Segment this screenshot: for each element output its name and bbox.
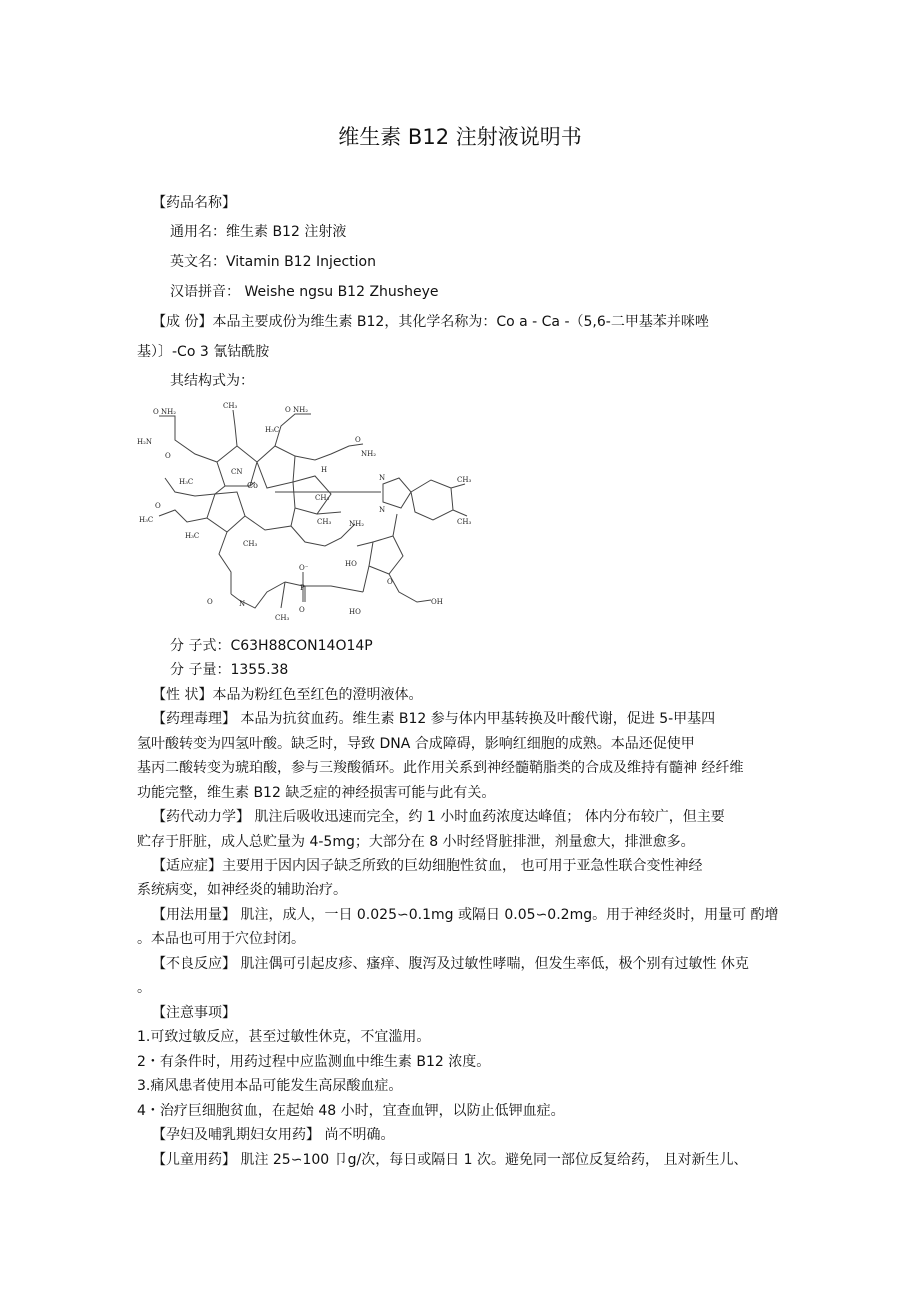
pharmacology-line-3: 基丙二酸转变为琥珀酸，参与三羧酸循环。此作用关系到神经髓鞘脂类的合成及维持有髓神 经纤维 xyxy=(137,760,744,776)
dosage-line-2: 。本品也可用于穴位封闭。 xyxy=(137,931,305,947)
indications-line-1: 【适应症】主要用于因内因子缺乏所致的巨幼细胞性贫血， 也可用于亚急性联合变性神经 xyxy=(152,858,703,874)
pharmacokinetics-line-2: 贮存于肝脏，成人总贮量为 4-5mg；大部分在 8 小时经肾脏排泄，剂量愈大，排泄愈多。 xyxy=(137,834,695,850)
atom-label-h2n: H₂N xyxy=(137,438,153,446)
benzene-ring xyxy=(411,480,453,520)
atom-label-nh2-bottom: NH₂ xyxy=(349,520,365,528)
atom-label-ch3-c: CH₃ xyxy=(315,494,330,502)
atom-label-o-sugar: O xyxy=(387,578,393,586)
atom-label-o-amide: O xyxy=(207,598,213,606)
corrin-ring-d xyxy=(207,492,245,532)
pharmacology-line-4: 功能完整，维生素 B12 缺乏症的神经损害可能与此有关。 xyxy=(137,785,496,801)
atom-label-ch3-benz-2: CH₃ xyxy=(457,518,472,526)
molecular-weight: 分 子量：1355.38 xyxy=(170,662,289,678)
atom-label-conh2-top: O NH₂ xyxy=(153,408,176,416)
structural-formula-diagram xyxy=(135,396,475,624)
ribose-ring xyxy=(369,536,403,574)
pregnancy-lactation: 【孕妇及哺乳期妇女用药】 尚不明确。 xyxy=(152,1127,395,1143)
atom-label-h3c-d: H₃C xyxy=(185,532,200,540)
atom-label-ho: HO xyxy=(345,560,357,568)
atom-label-ch3-amide: CH₃ xyxy=(275,614,290,622)
atom-label-ch3-d: H₃C xyxy=(139,516,154,524)
drug-name-heading: 【药品名称】 xyxy=(152,195,236,211)
atom-label-h3c: H₃C xyxy=(265,426,280,434)
precaution-item-3: 3.痛风患者使用本品可能发生高尿酸血症。 xyxy=(137,1078,403,1094)
properties: 【性 状】本品为粉红色至红色的澄明液体。 xyxy=(152,687,423,703)
adverse-reactions-line-1: 【不良反应】 肌注偶可引起皮疹、瘙痒、腹泻及过敏性哮喘，但发生率低，极个别有过敏性 休克 xyxy=(152,956,749,972)
atom-label-conh2-right: O NH₂ xyxy=(285,406,308,414)
precautions-heading: 【注意事项】 xyxy=(152,1005,236,1021)
page-title: 维生素 B12 注射液说明书 xyxy=(338,125,582,149)
imidazole-ring xyxy=(383,478,411,508)
indications-line-2: 系统病变，如神经炎的辅助治疗。 xyxy=(137,882,347,898)
atom-label-cn: CN xyxy=(231,468,243,476)
atom-label-ch3-top: CH₃ xyxy=(223,402,238,410)
corrin-ring-b xyxy=(257,446,295,488)
atom-label-o-left: O xyxy=(165,452,171,460)
composition-line-1: 【成 份】本品主要成份为维生素 B12，其化学名称为：Co a - Ca -（5,6-二甲基苯并咪唑 xyxy=(152,314,709,330)
atom-label-p: P xyxy=(300,584,305,592)
atom-label-nh2: NH₂ xyxy=(361,450,377,458)
pharmacology-line-2: 氢叶酸转变为四氢叶酸。缺乏时，导致 DNA 合成障碍，影响红细胞的成熟。本品还促使甲 xyxy=(137,736,695,752)
molecular-formula: 分 子式：C63H88CON14O14P xyxy=(170,638,373,654)
corrin-ring-a xyxy=(217,446,257,486)
atom-label-ho-sugar: HO xyxy=(349,608,361,616)
atom-label-h: H xyxy=(321,466,328,474)
atom-label-ch3-bottom: CH₃ xyxy=(243,540,258,548)
precaution-item-4: 4・治疗巨细胞贫血，在起始 48 小时，宜查血钾，以防止低钾血症。 xyxy=(137,1103,565,1119)
atom-label-o-d: O xyxy=(155,502,161,510)
adverse-reactions-line-2: 。 xyxy=(137,980,151,996)
atom-label-o-phosphate: O⁻ xyxy=(299,564,309,572)
atom-label-o-phosphate-2: O xyxy=(299,606,305,614)
english-name: 英文名：Vitamin B12 Injection xyxy=(170,254,376,270)
generic-name: 通用名：维生素 B12 注射液 xyxy=(170,224,347,240)
pharmacokinetics-line-1: 【药代动力学】 肌注后吸收迅速而完全，约 1 小时血药浓度达峰值； 体内分布较广，但主要 xyxy=(152,809,725,825)
pharmacology-line-1: 【药理毒理】 本品为抗贫血药。维生素 B12 参与体内甲基转换及叶酸代谢，促进 5-甲基四 xyxy=(152,711,716,727)
pediatric-use: 【儿童用药】 肌注 25∽100 卩g/次，每日或隔日 1 次。避免同一部位反复给药， 且对新生儿、 xyxy=(152,1152,748,1168)
atom-label-oh: OH xyxy=(431,598,443,606)
pinyin-name: 汉语拼音： Weishe ngsu B12 Zhusheye xyxy=(170,284,439,300)
composition-line-2: 基）〕-Co 3 氰钴酰胺 xyxy=(137,344,270,360)
atom-label-n-imidazole-2: N xyxy=(379,506,386,514)
atom-label-n-imidazole: N xyxy=(379,474,386,482)
structure-label: 其结构式为： xyxy=(170,373,254,389)
atom-label-h3c-left: H₃C xyxy=(179,478,194,486)
atom-label-o: O xyxy=(355,436,361,444)
atom-label-co: Co xyxy=(247,481,258,490)
precaution-item-1: 1.可致过敏反应，甚至过敏性休克，不宜滥用。 xyxy=(137,1029,431,1045)
atom-label-ch3-benz: CH₃ xyxy=(457,476,472,484)
dosage-line-1: 【用法用量】 肌注，成人，一日 0.025∽0.1mg 或隔日 0.05∽0.2mg。用于神经炎时，用量可 酌增 xyxy=(152,907,779,923)
atom-label-ch3-c2: CH₃ xyxy=(317,518,332,526)
precaution-item-2: 2・有条件时，用药过程中应监测血中维生素 B12 浓度。 xyxy=(137,1054,491,1070)
atom-label-nh-amide: N xyxy=(239,600,246,608)
